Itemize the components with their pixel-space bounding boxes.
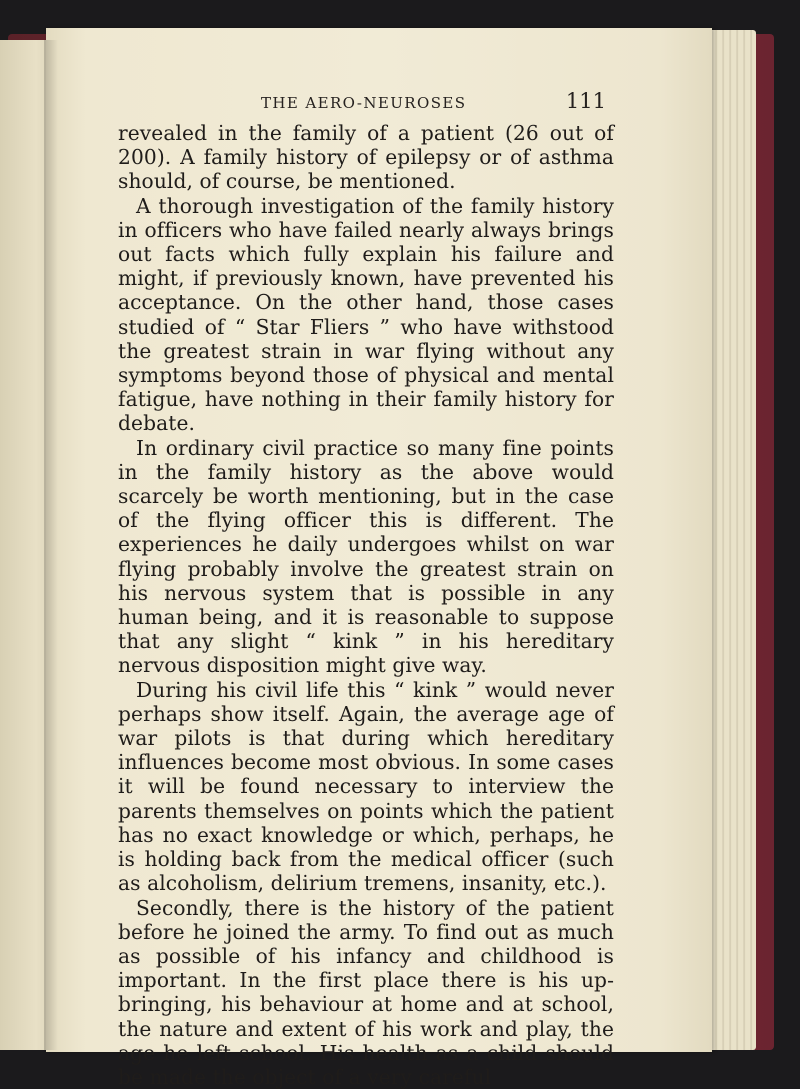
paragraph: revealed in the family of a patient (26 out of 200). A family history of epilepsy or of asthma should, of course, be mentioned.: [118, 121, 614, 194]
paragraph: In ordinary civil practice so many fine points in the family history as the above would scarcely be worth mentioning, but in the case of the flying officer this is different. The experiences he daily undergoes whilst on war flying probably involve the greatest strain on his nervous system that is possible in any human being, and it is reasonable to suppose that any slight “ kink ” in his hereditary nervous disposition might give way.: [118, 436, 614, 678]
paragraph: Secondly, there is the history of the patient before he joined the army. To find out as much as possible of his infancy and childhood is important. In the first place there is his up-bringing, his behaviour at home and at school, the nature and extent of his work and play, the age he left school. His health as a child should be made the object of a very careful: [118, 896, 614, 1089]
paragraph: During his civil life this “ kink ” would never perhaps show itself. Again, the average age of war pilots is that during which hereditary influences become most obvious. In some cases it will be found necessary to interview the parents themselves on points which the patient has no exact knowledge or which, perhaps, he is holding back from the medical officer (such as alcoholism, delirium tremens, insanity, etc.).: [118, 678, 614, 896]
paragraph: A thorough investigation of the family history in officers who have failed nearly always brings out facts which fully explain his failure and might, if previously known, have prevented his acceptance. On the other hand, those cases studied of “ Star Fliers ” who have withstood the greatest strain in war flying without any symptoms beyond those of physical and mental fatigue, have nothing in their family history for debate.: [118, 194, 614, 436]
page-body: [118, 121, 614, 1089]
page-header: [118, 86, 602, 116]
page-gutter: [44, 40, 58, 1050]
page-number: 111: [566, 89, 606, 113]
running-title: THE AERO-NEUROSES: [261, 94, 466, 112]
